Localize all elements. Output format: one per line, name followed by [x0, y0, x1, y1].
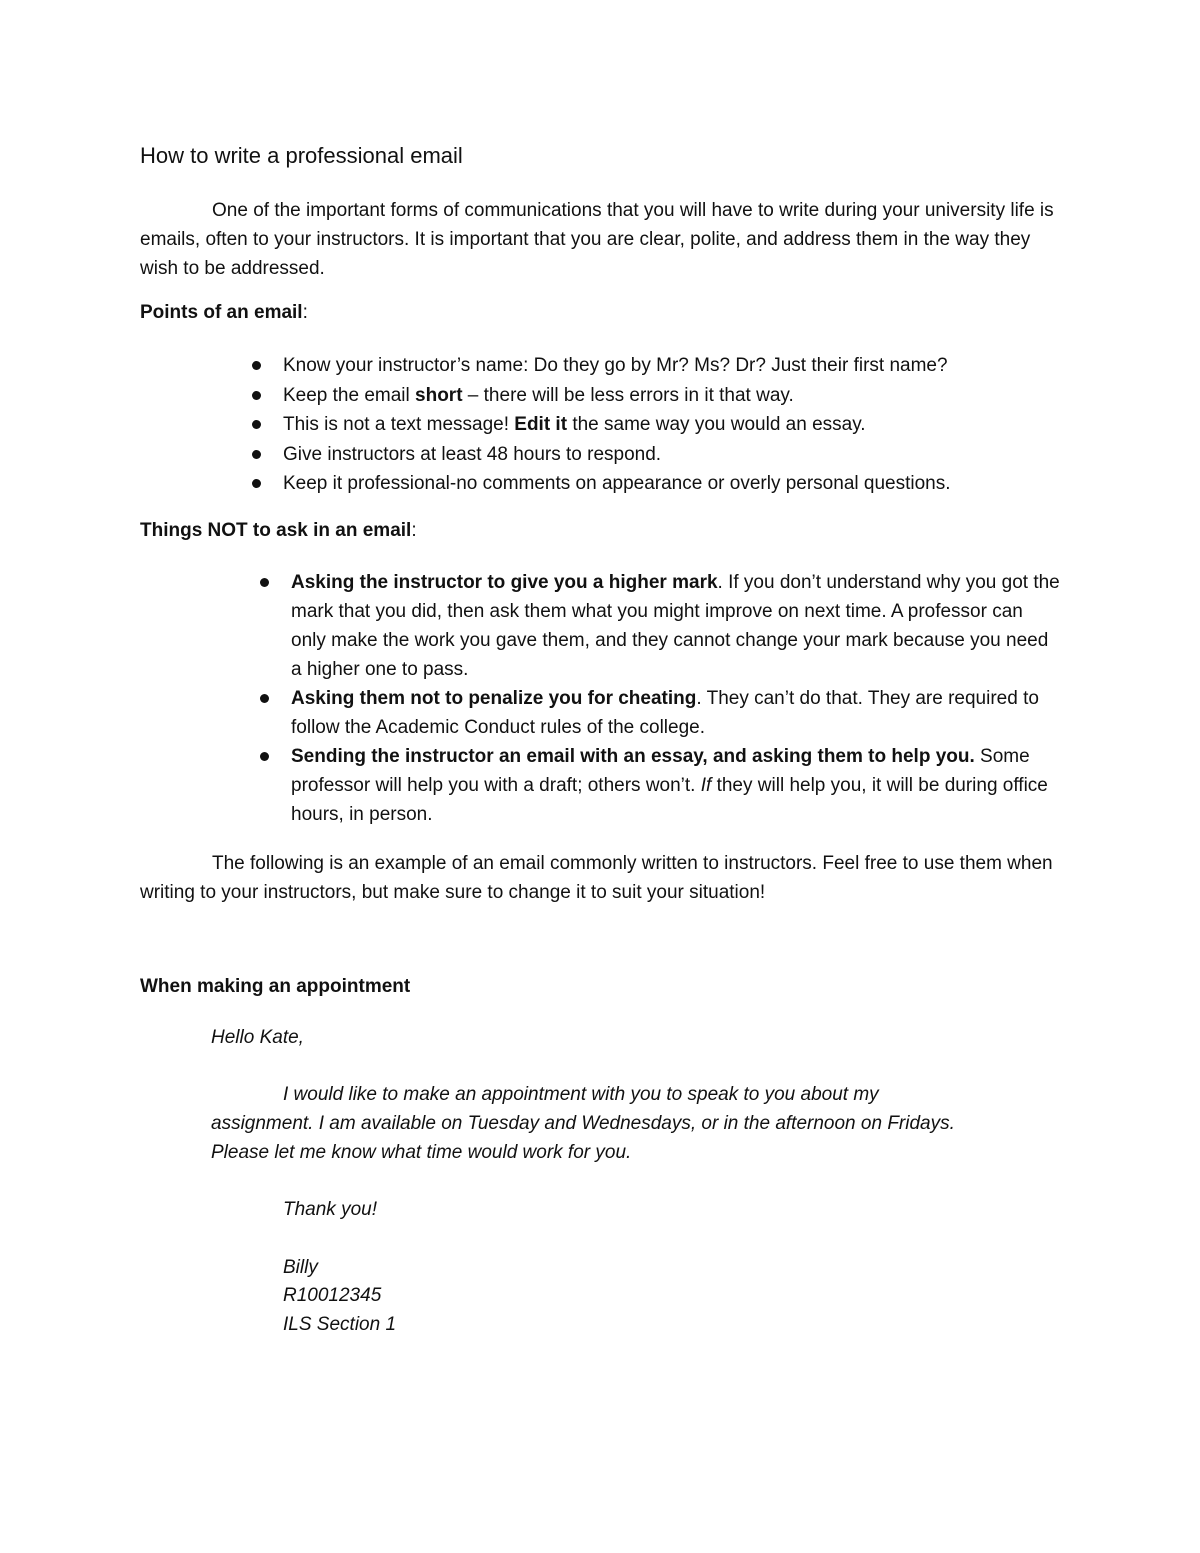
points-heading-colon: : [302, 302, 308, 323]
bullet-icon [252, 420, 261, 429]
list-item-text: This is not a text message! [283, 414, 515, 435]
bullet-icon [252, 450, 261, 459]
example-greeting: Hello Kate, [211, 1027, 304, 1048]
example-section: ILS Section 1 [283, 1314, 397, 1335]
following-paragraph [140, 849, 1060, 907]
list-item [283, 410, 1083, 440]
list-item [283, 381, 1083, 411]
not-ask-heading [140, 520, 417, 542]
points-list [283, 351, 1083, 499]
bullet-icon [260, 752, 269, 761]
list-item-bold: Asking them not to penalize you for cheating [291, 688, 697, 709]
bullet-icon [260, 578, 269, 587]
list-item [291, 568, 1061, 684]
list-item-italic: If [700, 775, 712, 796]
list-item [283, 351, 1083, 381]
list-item [283, 469, 1083, 499]
list-item-text: Some professor will help you with a draft; others won’t. [291, 746, 1030, 796]
list-item-text-after: the same way you would an essay. [567, 414, 866, 435]
following-text: The following is an example of an email commonly written to instructors. Feel free to use them when writing to your instructors, but make sure to change it to suit your situation! [140, 853, 1053, 903]
intro-text: One of the important forms of communications that you will have to write during your university life is emails, often to your instructors. It is important that you are clear, polite, and address them in the way they wish to be addressed. [140, 200, 1054, 279]
example-body-text: I would like to make an appointment with you to speak to you about my assignment. I am available on Tuesday and Wednesdays, or in the afternoon on Fridays. Please let me know what time would work for you. [211, 1084, 955, 1163]
list-item-bold: short [415, 384, 463, 406]
list-item-bold: Asking the instructor to give you a higher mark [291, 572, 718, 593]
intro-paragraph [140, 196, 1060, 283]
list-item [291, 742, 1061, 829]
example-thanks: Thank you! [283, 1199, 377, 1220]
list-item [283, 440, 1083, 470]
list-item-bold: Sending the instructor an email with an essay, and asking them to help you. [291, 746, 975, 767]
appointment-heading-label: When making an appointment [140, 976, 411, 997]
list-item-text: . If you don’t understand why you got the mark that you did, then ask them what you might improve on next time. A professor can only make the work you gave them, and they cannot change your mark because you need a higher one to pass. [291, 572, 1060, 680]
appointment-heading [140, 976, 410, 998]
bullet-icon [252, 361, 261, 370]
bullet-icon [252, 391, 261, 400]
list-item-text: Keep it professional-no comments on appearance or overly personal questions. [283, 473, 951, 494]
list-item-text-after: – there will be less errors in it that way. [462, 384, 794, 406]
list-item-bold: Edit it [514, 414, 568, 435]
list-item [291, 684, 1061, 742]
example-signature-name: Billy [283, 1257, 318, 1278]
list-item-text: Give instructors at least 48 hours to respond. [283, 443, 662, 465]
not-ask-heading-label: Things NOT to ask in an email [140, 520, 412, 541]
example-student-id: R10012345 [283, 1285, 382, 1306]
list-item-text: Know your instructor’s name: Do they go by Mr? Ms? Dr? Just their first name? [283, 355, 948, 376]
bullet-icon [260, 694, 269, 703]
example-body [211, 1080, 981, 1167]
list-item-text: . They can’t do that. They are required to follow the Academic Conduct rules of the college. [291, 688, 1039, 738]
points-heading-label: Points of an email [140, 302, 303, 323]
list-item-text-after: they will help you, it will be during office hours, in person. [291, 775, 1048, 825]
list-item-text: Keep the email [283, 384, 416, 406]
points-heading [140, 302, 308, 324]
bullet-icon [252, 479, 261, 488]
not-ask-list [291, 568, 1061, 829]
not-ask-heading-colon: : [411, 520, 417, 541]
document-title: How to write a professional email [140, 143, 463, 168]
